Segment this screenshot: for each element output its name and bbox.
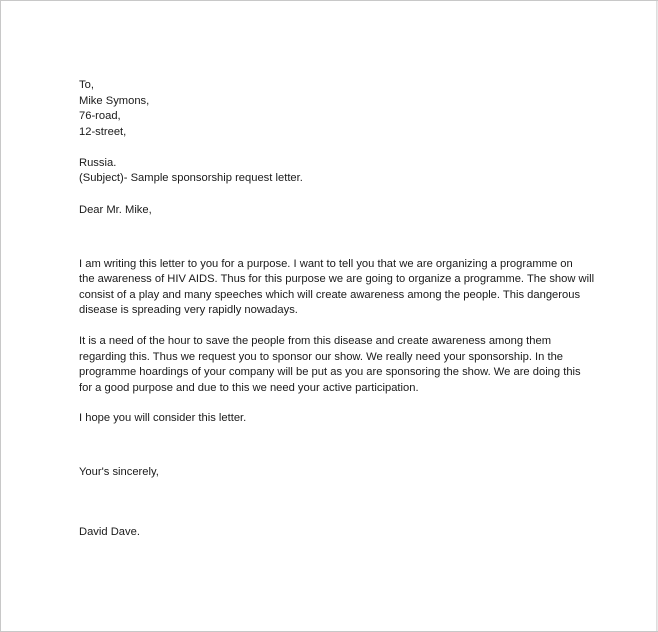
paragraph-line: I am writing this letter to you for a purpose. I want to tell you that we are organizing a programme on: [79, 257, 573, 270]
address-country: Russia.: [79, 156, 117, 169]
paragraph-line: the awareness of HIV AIDS. Thus for this purpose we are going to organize a programme. The show will: [79, 273, 595, 286]
recipient-name: Mike Symons,: [79, 94, 150, 107]
body-paragraph-3: I hope you will consider this letter.: [79, 412, 247, 425]
address-street: 12-street,: [79, 125, 127, 138]
address-to: To,: [79, 79, 94, 91]
letter-body: [79, 78, 595, 541]
body-paragraph-2: [79, 334, 579, 396]
recipient-address: [79, 78, 579, 187]
signature-name: David Dave.: [79, 526, 140, 539]
closing: Your's sincerely,: [79, 465, 159, 478]
paragraph-line: for a good purpose and due to this we need your active participation.: [79, 381, 419, 394]
paragraph-line: regarding this. Thus we request you to sponsor our show. We really need your sponsorship. In the: [79, 350, 564, 363]
letter-subject: (Subject)- Sample sponsorship request letter.: [79, 172, 303, 185]
paragraph-line: disease is spreading very rapidly nowadays.: [79, 304, 298, 317]
body-paragraph-1: [79, 257, 595, 319]
address-road: 76-road,: [79, 110, 121, 123]
paragraph-line: consist of a play and many speeches which will create awareness among the people. This dangerous: [79, 288, 581, 301]
paragraph-line: It is a need of the hour to save the people from this disease and create awareness among them: [79, 334, 552, 347]
salutation: Dear Mr. Mike,: [79, 203, 152, 216]
paragraph-line: programme hoardings of your company will be put as you are sponsoring the show. We are doing this: [79, 366, 581, 379]
